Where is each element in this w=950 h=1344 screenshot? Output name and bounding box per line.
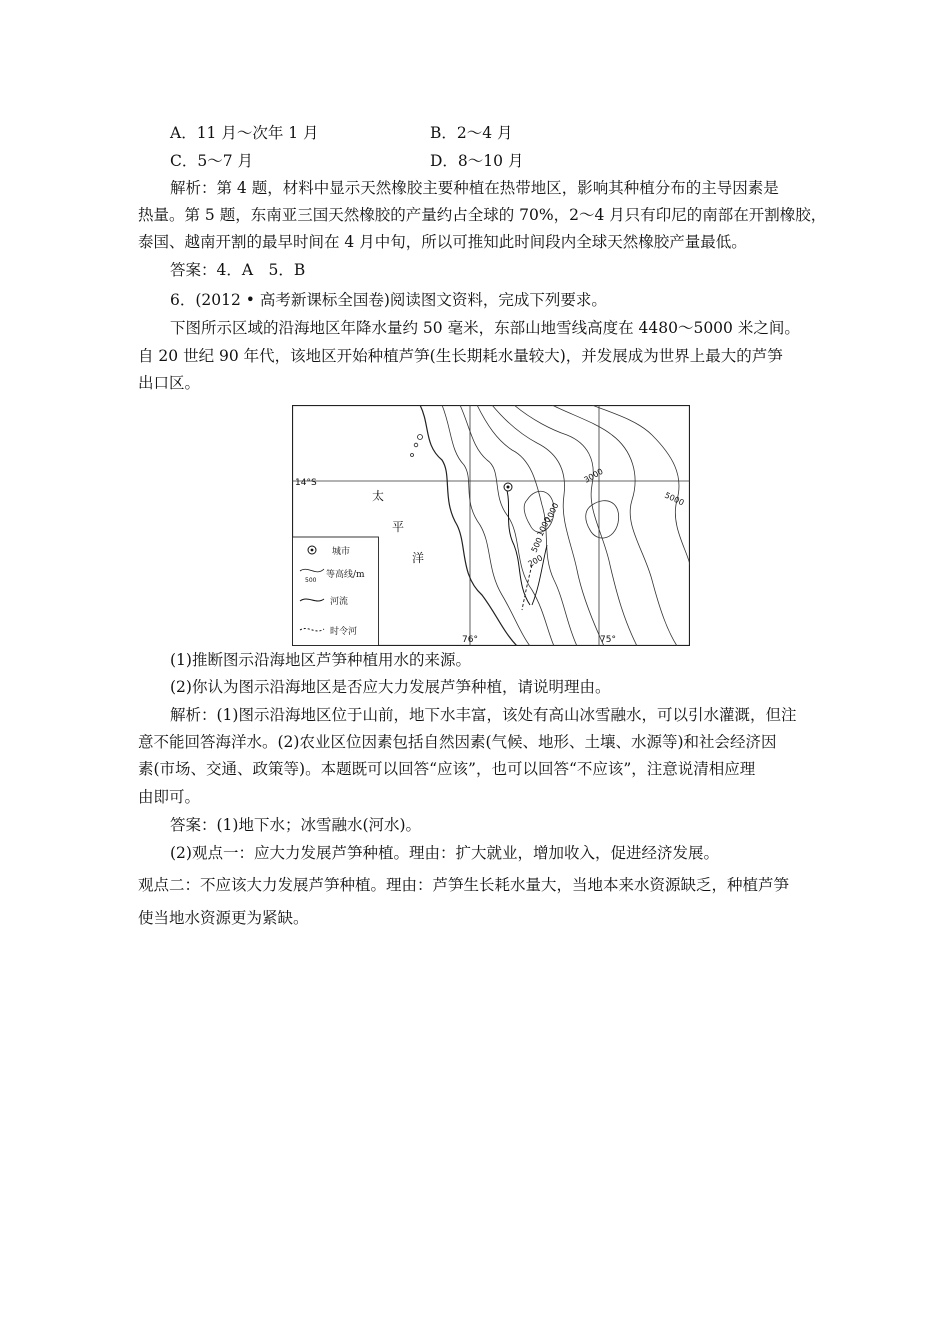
ocean-label-3: 洋	[412, 551, 425, 565]
contour-map-figure	[292, 405, 690, 646]
legend-contour-label: 等高线/m	[326, 570, 365, 580]
question-6-material-1: 下图所示区域的沿海地区年降水量约 50 毫米，东部山地雪线高度在 4480～5000 米之间。	[170, 319, 800, 337]
latitude-label: 14°S	[295, 478, 317, 488]
option-b: B．2～4 月	[430, 124, 513, 142]
answer-6-line-2: (2)观点一：应大力发展芦笋种植。理由：扩大就业，增加收入，促进经济发展。	[170, 844, 719, 862]
answer-6-line-3: 观点二：不应该大力发展芦笋种植。理由：芦笋生长耗水量大，当地本来水资源缺乏，种植芦笋	[138, 876, 790, 894]
legend-contour-sample: 500	[305, 577, 317, 584]
analysis-6-line-3: 素(市场、交通、政策等)。本题既可以回答“应该”，也可以回答“不应该”，注意说清相应理	[138, 760, 756, 778]
option-c: C．5～7 月	[170, 152, 254, 170]
question-6-sub-2: (2)你认为图示沿海地区是否应大力发展芦笋种植，请说明理由。	[170, 678, 611, 696]
contour-label-5000: 5000	[663, 490, 686, 508]
analysis-6-line-2: 意不能回答海洋水。(2)农业区位因素包括自然因素(气候、地形、土壤、水源等)和社会经济因	[138, 733, 777, 751]
contour-label-500: 500	[529, 536, 545, 554]
contour-label-3000: 3000	[582, 466, 605, 485]
question-6-sub-1: (1)推断图示沿海地区芦笋种植用水的来源。	[170, 651, 471, 669]
legend-seasonal-river-label: 时令河	[330, 627, 358, 637]
analysis-6-line-1: 解析：(1)图示沿海地区位于山前，地下水丰富，该处有高山冰雪融水，可以引水灌溉，但注	[170, 706, 797, 724]
ocean-label-2: 平	[392, 520, 405, 534]
analysis-45-line-2: 热量。第 5 题，东南亚三国天然橡胶的产量约占全球的 70%，2～4 月只有印尼的南部在开割橡胶，	[138, 206, 827, 224]
contour-label-2000: 2000	[543, 501, 561, 524]
contour-label-1000: 1000	[535, 515, 553, 538]
legend-river-label: 河流	[330, 597, 349, 607]
analysis-45-line-3: 泰国、越南开割的最早时间在 4 月中旬，所以可推知此时间段内全球天然橡胶产量最低。	[138, 233, 747, 251]
longitude-label-76: 76°	[462, 635, 478, 645]
contour-label-200: 200	[526, 553, 545, 569]
question-6-material-2: 自 20 世纪 90 年代，该地区开始种植芦笋(生长期耗水量较大)，并发展成为世界上最大的芦笋	[138, 347, 783, 365]
question-6-title: 6．(2012 • 高考新课标全国卷)阅读图文资料，完成下列要求。	[170, 291, 607, 309]
ocean-label-1: 太	[372, 489, 385, 503]
answer-6-line-4: 使当地水资源更为紧缺。	[138, 909, 309, 927]
legend-city-label: 城市	[332, 547, 351, 557]
analysis-45-line-1: 解析：第 4 题，材料中显示天然橡胶主要种植在热带地区，影响其种植分布的主导因素是	[170, 179, 779, 197]
question-6-material-3: 出口区。	[138, 374, 201, 392]
option-a: A．11 月～次年 1 月	[170, 124, 319, 142]
longitude-label-75: 75°	[600, 635, 616, 645]
analysis-6-line-4: 由即可。	[138, 788, 201, 806]
map-legend	[293, 537, 379, 646]
answer-45: 答案：4．A 5．B	[170, 261, 306, 279]
answer-6-line-1: 答案：(1)地下水；冰雪融水(河水)。	[170, 816, 422, 834]
option-d: D．8～10 月	[430, 152, 524, 170]
